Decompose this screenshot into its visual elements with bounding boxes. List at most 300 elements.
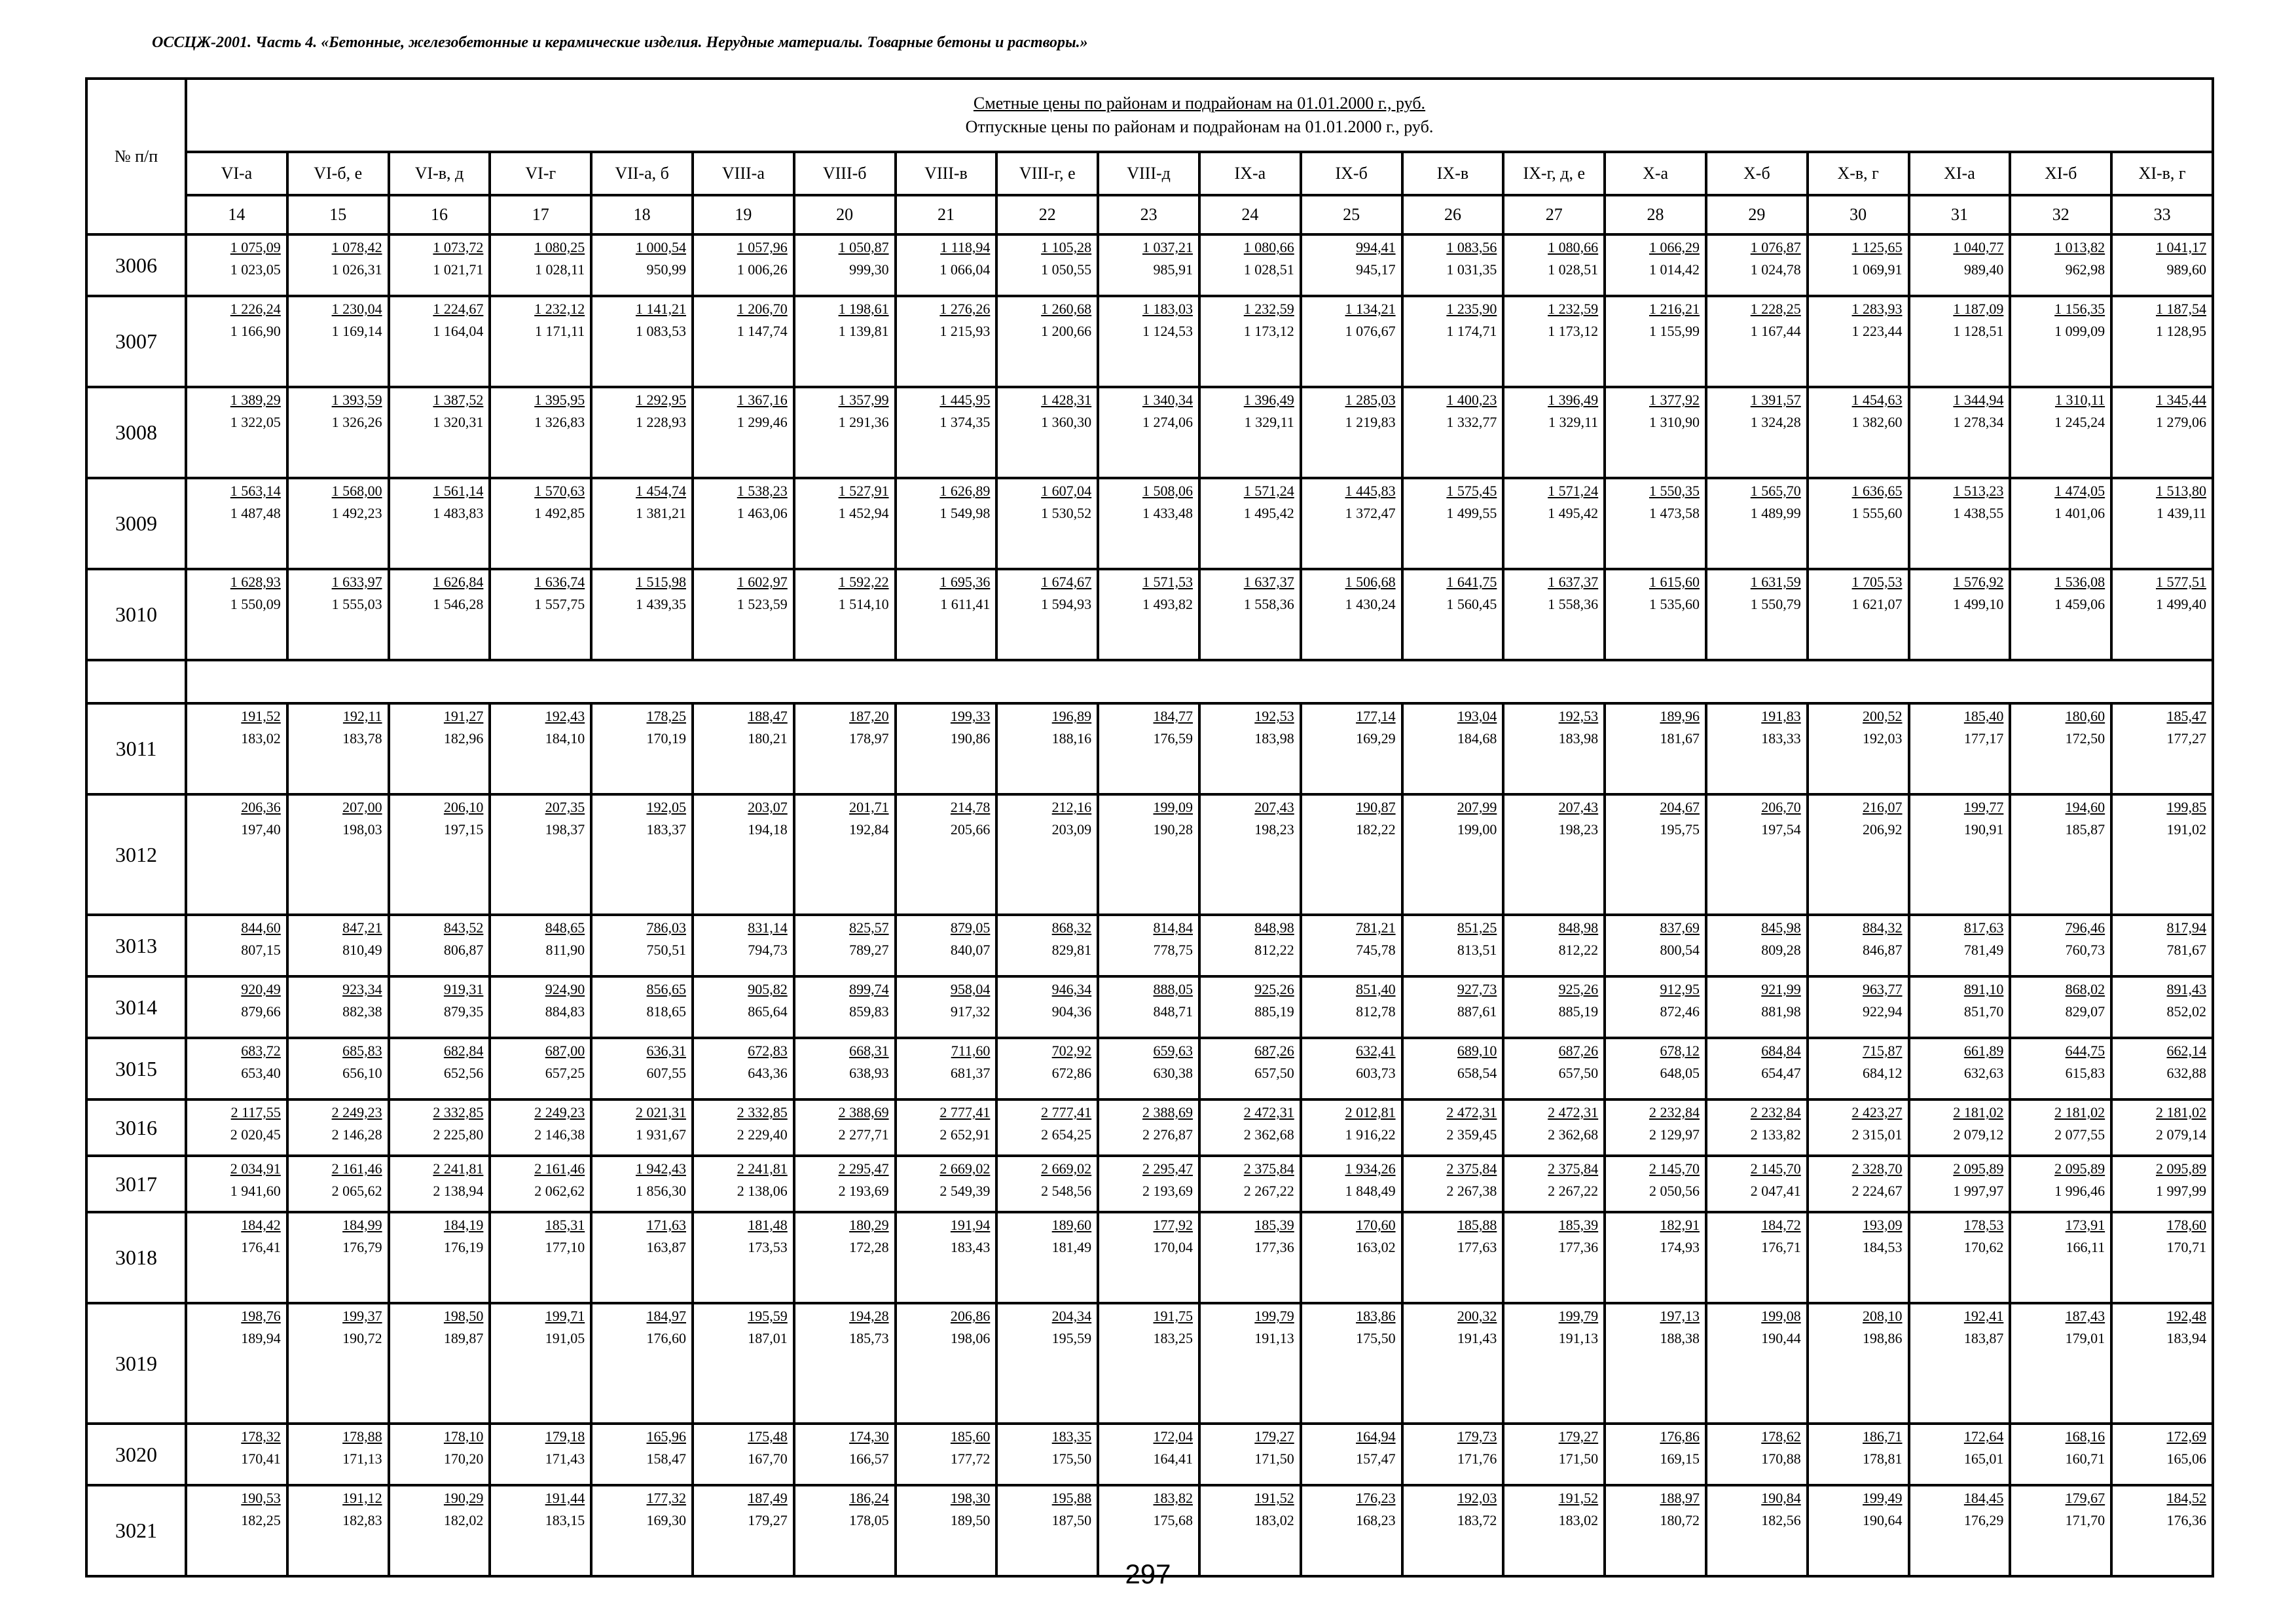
price-cell (591, 296, 693, 387)
selling-price: 190,91 (1963, 821, 2004, 838)
price-cell (1199, 703, 1301, 794)
price-cell (2111, 478, 2213, 569)
estimated-price: 1 224,67 (433, 301, 484, 317)
selling-price: 1 279,06 (2156, 414, 2206, 430)
price-cell (591, 1303, 693, 1424)
price-cell (1909, 703, 2011, 794)
selling-price: 189,94 (241, 1330, 281, 1346)
estimated-price: 1 454,74 (635, 483, 686, 499)
price-cell (1098, 1099, 1199, 1156)
price-cell (1098, 703, 1199, 794)
estimated-price: 2 669,02 (1041, 1160, 1092, 1177)
row-id: 3021 (86, 1485, 186, 1576)
price-cell (794, 569, 896, 660)
estimated-price: 1 232,59 (1548, 301, 1599, 317)
selling-price: 184,68 (1457, 730, 1497, 747)
selling-price: 818,65 (646, 1003, 686, 1020)
estimated-price: 1 577,51 (2156, 574, 2206, 590)
price-cell (389, 569, 490, 660)
estimated-price: 1 076,87 (1750, 239, 1801, 255)
price-cell (1098, 1303, 1199, 1424)
estimated-price: 184,72 (1761, 1217, 1801, 1233)
price-cell (1909, 976, 2011, 1038)
selling-price: 179,27 (748, 1512, 788, 1528)
selling-price: 1 291,36 (838, 414, 889, 430)
table-row (86, 1038, 2213, 1099)
selling-price: 1 594,93 (1041, 596, 1092, 612)
estimated-price: 199,79 (1254, 1308, 1294, 1324)
selling-price: 881,98 (1761, 1003, 1801, 1020)
price-cell (1199, 234, 1301, 296)
estimated-price: 187,43 (2065, 1308, 2105, 1324)
column-number: 31 (1909, 195, 2011, 234)
price-cell (287, 1156, 389, 1212)
price-cell (794, 703, 896, 794)
price-cell (1301, 478, 1402, 569)
region-header-row (86, 152, 2213, 195)
table-row (86, 569, 2213, 660)
estimated-price: 1 037,21 (1142, 239, 1193, 255)
estimated-price: 1 276,26 (939, 301, 991, 317)
price-cell (693, 1038, 794, 1099)
estimated-price: 191,52 (241, 708, 281, 724)
region-header: VI-в, д (389, 152, 490, 195)
region-header: XI-а (1909, 152, 2011, 195)
estimated-price: 1 607,04 (1041, 483, 1092, 499)
selling-price: 1 326,83 (534, 414, 585, 430)
price-cell (490, 1099, 591, 1156)
selling-price: 652,56 (443, 1065, 484, 1081)
estimated-price: 207,35 (545, 799, 585, 815)
selling-price: 810,49 (342, 942, 382, 958)
price-cell (287, 1038, 389, 1099)
selling-price: 183,25 (1153, 1330, 1193, 1346)
estimated-price: 1 637,37 (1548, 574, 1599, 590)
price-cell (1605, 1099, 1706, 1156)
price-cell (1402, 1424, 1504, 1485)
price-cell (1706, 1303, 1808, 1424)
price-cell (1098, 1424, 1199, 1485)
estimated-price: 164,94 (1356, 1428, 1396, 1445)
estimated-price: 199,33 (950, 708, 991, 724)
selling-prices-title: Отпускные цены по районам и подрайонам на 01.01.2000 г., руб. (965, 117, 1434, 136)
price-cell (1808, 1038, 1909, 1099)
price-cell (1098, 234, 1199, 296)
column-number: 20 (794, 195, 896, 234)
estimated-price: 1 942,43 (635, 1160, 686, 1177)
estimated-price: 1 232,59 (1243, 301, 1294, 317)
estimated-prices-title: Сметные цены по районам и подрайонам на 01.01.2000 г., руб. (973, 94, 1426, 113)
estimated-price: 168,16 (2065, 1428, 2105, 1445)
estimated-price: 678,12 (1660, 1043, 1700, 1059)
selling-price: 1 931,67 (635, 1126, 686, 1143)
price-cell (896, 478, 997, 569)
estimated-price: 668,31 (849, 1043, 889, 1059)
estimated-price: 1 260,68 (1041, 301, 1092, 317)
price-cell (1909, 794, 2011, 915)
selling-price: 962,98 (2065, 261, 2105, 278)
selling-price: 195,59 (1051, 1330, 1092, 1346)
price-cell (1199, 1424, 1301, 1485)
selling-price: 183,98 (1558, 730, 1599, 747)
selling-price: 781,67 (2166, 942, 2206, 958)
selling-price: 179,01 (2065, 1330, 2105, 1346)
estimated-price: 199,37 (342, 1308, 382, 1324)
selling-price: 2 277,71 (838, 1126, 889, 1143)
selling-price: 760,73 (2065, 942, 2105, 958)
price-cell (186, 1212, 287, 1303)
price-cell (1605, 976, 1706, 1038)
price-cell (1909, 234, 2011, 296)
estimated-price: 2 095,89 (2054, 1160, 2105, 1177)
price-cell (1808, 1212, 1909, 1303)
price-cell (1402, 794, 1504, 915)
selling-price: 1 493,82 (1142, 596, 1193, 612)
separator-cell (186, 660, 2213, 703)
estimated-price: 207,00 (342, 799, 382, 815)
selling-price: 185,73 (849, 1330, 889, 1346)
price-cell (1301, 569, 1402, 660)
selling-price: 1 549,98 (939, 505, 991, 521)
price-cell (794, 387, 896, 478)
selling-price: 1 155,99 (1649, 323, 1700, 339)
estimated-price: 192,53 (1254, 708, 1294, 724)
estimated-price: 207,43 (1558, 799, 1599, 815)
selling-price: 1 483,83 (433, 505, 484, 521)
price-cell (1301, 1424, 1402, 1485)
estimated-price: 814,84 (1153, 919, 1193, 936)
selling-price: 160,71 (2065, 1450, 2105, 1467)
price-cell (2010, 478, 2111, 569)
region-header: VIII-б (794, 152, 896, 195)
selling-price: 1 499,40 (2156, 596, 2206, 612)
price-cell (1706, 1424, 1808, 1485)
estimated-price: 2 161,46 (534, 1160, 585, 1177)
selling-price: 1 066,04 (939, 261, 991, 278)
estimated-price: 659,63 (1153, 1043, 1193, 1059)
estimated-price: 923,34 (342, 981, 382, 997)
estimated-price: 912,95 (1660, 981, 1700, 997)
selling-price: 177,72 (950, 1450, 991, 1467)
estimated-price: 843,52 (443, 919, 484, 936)
selling-price: 1 439,35 (635, 596, 686, 612)
estimated-price: 203,07 (748, 799, 788, 815)
selling-price: 1 530,52 (1041, 505, 1092, 521)
estimated-price: 178,32 (241, 1428, 281, 1445)
region-header: VII-а, б (591, 152, 693, 195)
estimated-price: 1 395,95 (534, 392, 585, 408)
price-cell (1503, 1424, 1605, 1485)
selling-price: 169,15 (1660, 1450, 1700, 1467)
selling-price: 648,05 (1660, 1065, 1700, 1081)
column-number: 21 (896, 195, 997, 234)
estimated-price: 1 513,80 (2156, 483, 2206, 499)
estimated-price: 192,43 (545, 708, 585, 724)
price-cell (794, 1212, 896, 1303)
selling-price: 178,81 (1863, 1450, 1903, 1467)
price-cell (1301, 234, 1402, 296)
estimated-price: 1 506,68 (1345, 574, 1396, 590)
price-cell (1605, 794, 1706, 915)
selling-price: 1 558,36 (1243, 596, 1294, 612)
estimated-price: 1 066,29 (1649, 239, 1700, 255)
estimated-price: 1 527,91 (838, 483, 889, 499)
estimated-price: 192,48 (2166, 1308, 2206, 1324)
selling-price: 882,38 (342, 1003, 382, 1020)
price-cell (1503, 569, 1605, 660)
selling-price: 1 169,14 (331, 323, 382, 339)
price-cell (490, 1038, 591, 1099)
estimated-price: 1 340,34 (1142, 392, 1193, 408)
estimated-price: 1 550,35 (1649, 483, 1700, 499)
price-cell (186, 1099, 287, 1156)
estimated-price: 2 375,84 (1446, 1160, 1497, 1177)
selling-price: 607,55 (646, 1065, 686, 1081)
price-cell (2010, 1038, 2111, 1099)
estimated-price: 198,30 (950, 1490, 991, 1506)
price-cell (1098, 569, 1199, 660)
estimated-price: 185,39 (1254, 1217, 1294, 1233)
estimated-price: 199,71 (545, 1308, 585, 1324)
selling-price: 1 550,79 (1750, 596, 1801, 612)
estimated-price: 1 285,03 (1345, 392, 1396, 408)
selling-price: 183,02 (1254, 1512, 1294, 1528)
estimated-price: 2 249,23 (331, 1104, 382, 1120)
row-id: 3009 (86, 478, 186, 569)
selling-price: 812,78 (1356, 1003, 1396, 1020)
selling-price: 169,29 (1356, 730, 1396, 747)
price-cell (389, 703, 490, 794)
selling-price: 1 028,51 (1548, 261, 1599, 278)
price-cell (1199, 1212, 1301, 1303)
estimated-price: 181,48 (748, 1217, 788, 1233)
selling-price: 174,93 (1660, 1239, 1700, 1255)
price-cell (1098, 915, 1199, 976)
estimated-price: 1 641,75 (1446, 574, 1497, 590)
selling-price: 205,66 (950, 821, 991, 838)
estimated-price: 891,43 (2166, 981, 2206, 997)
selling-price: 643,36 (748, 1065, 788, 1081)
estimated-price: 2 241,81 (737, 1160, 788, 1177)
estimated-price: 844,60 (241, 919, 281, 936)
row-id: 3019 (86, 1303, 186, 1424)
selling-price: 184,53 (1863, 1239, 1903, 1255)
selling-price: 198,03 (342, 821, 382, 838)
estimated-price: 179,67 (2065, 1490, 2105, 1506)
estimated-price: 192,11 (342, 708, 382, 724)
region-header: X-б (1706, 152, 1808, 195)
price-cell (287, 296, 389, 387)
selling-price: 171,50 (1254, 1450, 1294, 1467)
selling-price: 1 329,11 (1548, 414, 1599, 430)
selling-price: 1 492,23 (331, 505, 382, 521)
price-cell (1808, 296, 1909, 387)
price-cell (389, 296, 490, 387)
page-number: 297 (1125, 1559, 1171, 1589)
estimated-price: 1 377,92 (1649, 392, 1700, 408)
selling-price: 2 224,67 (1851, 1183, 1903, 1199)
estimated-price: 1 073,72 (433, 239, 484, 255)
price-cell (2111, 976, 2213, 1038)
price-cell (1909, 1303, 2011, 1424)
price-cell (490, 296, 591, 387)
estimated-price: 1 041,17 (2156, 239, 2206, 255)
selling-price: 175,50 (1356, 1330, 1396, 1346)
price-cell (1301, 296, 1402, 387)
estimated-price: 1 636,74 (534, 574, 585, 590)
estimated-price: 847,21 (342, 919, 382, 936)
price-cell (1301, 794, 1402, 915)
estimated-price: 2 034,91 (230, 1160, 281, 1177)
price-cell (186, 703, 287, 794)
price-cell (2111, 1038, 2213, 1099)
estimated-price: 1 125,65 (1851, 239, 1903, 255)
price-cell (1402, 1099, 1504, 1156)
price-cell (1301, 1303, 1402, 1424)
region-header: VI-г (490, 152, 591, 195)
estimated-price: 178,25 (646, 708, 686, 724)
selling-price: 1 223,44 (1851, 323, 1903, 339)
price-cell (693, 569, 794, 660)
selling-price: 2 077,55 (2054, 1126, 2105, 1143)
price-cell (2010, 1303, 2111, 1424)
estimated-price: 189,96 (1660, 708, 1700, 724)
selling-price: 807,15 (241, 942, 281, 958)
price-cell (389, 234, 490, 296)
selling-price: 1 997,99 (2156, 1183, 2206, 1199)
estimated-price: 177,32 (646, 1490, 686, 1506)
estimated-price: 206,86 (950, 1308, 991, 1324)
selling-price: 657,50 (1254, 1065, 1294, 1081)
selling-price: 1 171,11 (535, 323, 585, 339)
selling-price: 187,50 (1051, 1512, 1092, 1528)
price-cell (287, 569, 389, 660)
price-cell (2010, 296, 2111, 387)
estimated-price: 185,39 (1558, 1217, 1599, 1233)
price-cell (1605, 296, 1706, 387)
estimated-price: 2 777,41 (1041, 1104, 1092, 1120)
price-cell (1199, 794, 1301, 915)
selling-price: 917,32 (950, 1003, 991, 1020)
estimated-price: 1 565,70 (1750, 483, 1801, 499)
estimated-price: 2 021,31 (635, 1104, 686, 1120)
price-cell (1301, 1156, 1402, 1212)
region-header: VIII-г, е (996, 152, 1098, 195)
selling-price: 170,41 (241, 1450, 281, 1467)
price-cell (2111, 296, 2213, 387)
price-cell (287, 1212, 389, 1303)
price-cell (1301, 703, 1402, 794)
price-cell (996, 1156, 1098, 1212)
region-header: VIII-а (693, 152, 794, 195)
estimated-price: 2 332,85 (433, 1104, 484, 1120)
estimated-price: 1 454,63 (1851, 392, 1903, 408)
estimated-price: 1 141,21 (635, 301, 686, 317)
price-cell (287, 234, 389, 296)
estimated-price: 1 050,87 (838, 239, 889, 255)
estimated-price: 925,26 (1254, 981, 1294, 997)
estimated-price: 851,40 (1356, 981, 1396, 997)
estimated-price: 191,27 (443, 708, 484, 724)
selling-price: 1 021,71 (433, 261, 484, 278)
price-cell (1503, 478, 1605, 569)
selling-price: 829,81 (1051, 942, 1092, 958)
estimated-price: 1 396,49 (1548, 392, 1599, 408)
estimated-price: 176,86 (1660, 1428, 1700, 1445)
selling-price: 206,92 (1863, 821, 1903, 838)
estimated-price: 884,32 (1863, 919, 1903, 936)
estimated-price: 920,49 (241, 981, 281, 997)
selling-price: 2 549,39 (939, 1183, 991, 1199)
price-cell (1402, 1156, 1504, 1212)
price-cell (1706, 794, 1808, 915)
price-cell (1706, 569, 1808, 660)
price-cell (186, 296, 287, 387)
estimated-price: 1 080,66 (1243, 239, 1294, 255)
selling-price: 170,04 (1153, 1239, 1193, 1255)
selling-price: 1 463,06 (737, 505, 788, 521)
price-cell (693, 976, 794, 1038)
price-cell (1402, 234, 1504, 296)
selling-price: 188,38 (1660, 1330, 1700, 1346)
price-cell (287, 976, 389, 1038)
estimated-price: 919,31 (443, 981, 484, 997)
selling-price: 1 326,26 (331, 414, 382, 430)
selling-price: 812,22 (1254, 942, 1294, 958)
selling-price: 2 050,56 (1649, 1183, 1700, 1199)
selling-price: 183,15 (545, 1512, 585, 1528)
estimated-price: 1 626,84 (433, 574, 484, 590)
selling-price: 750,51 (646, 942, 686, 958)
price-cell (1503, 703, 1605, 794)
estimated-price: 184,97 (646, 1308, 686, 1324)
estimated-price: 177,92 (1153, 1217, 1193, 1233)
selling-price: 182,96 (443, 730, 484, 747)
region-header: VIII-д (1098, 152, 1199, 195)
estimated-price: 946,34 (1051, 981, 1092, 997)
row-id: 3013 (86, 915, 186, 976)
estimated-price: 191,52 (1558, 1490, 1599, 1506)
selling-price: 2 146,38 (534, 1126, 585, 1143)
price-cell (186, 1038, 287, 1099)
estimated-price: 661,89 (1963, 1043, 2004, 1059)
price-cell (2010, 387, 2111, 478)
selling-price: 1 495,42 (1548, 505, 1599, 521)
estimated-price: 888,05 (1153, 981, 1193, 997)
estimated-price: 662,14 (2166, 1043, 2206, 1059)
price-cell (693, 1099, 794, 1156)
estimated-price: 207,99 (1457, 799, 1497, 815)
estimated-price: 178,53 (1963, 1217, 2004, 1233)
price-cell (1706, 1156, 1808, 1212)
price-cell (1909, 569, 2011, 660)
selling-price: 1 076,67 (1345, 323, 1396, 339)
price-cell (1808, 976, 1909, 1038)
estimated-price: 687,26 (1558, 1043, 1599, 1059)
price-cell (693, 387, 794, 478)
estimated-price: 2 777,41 (939, 1104, 991, 1120)
estimated-price: 190,53 (241, 1490, 281, 1506)
price-cell (1199, 1303, 1301, 1424)
estimated-price: 1 571,24 (1548, 483, 1599, 499)
estimated-price: 200,52 (1863, 708, 1903, 724)
price-cell (389, 478, 490, 569)
price-cell (490, 234, 591, 296)
estimated-price: 1 187,54 (2156, 301, 2206, 317)
estimated-price: 1 013,82 (2054, 239, 2105, 255)
selling-price: 603,73 (1356, 1065, 1396, 1081)
estimated-price: 2 375,84 (1548, 1160, 1599, 1177)
